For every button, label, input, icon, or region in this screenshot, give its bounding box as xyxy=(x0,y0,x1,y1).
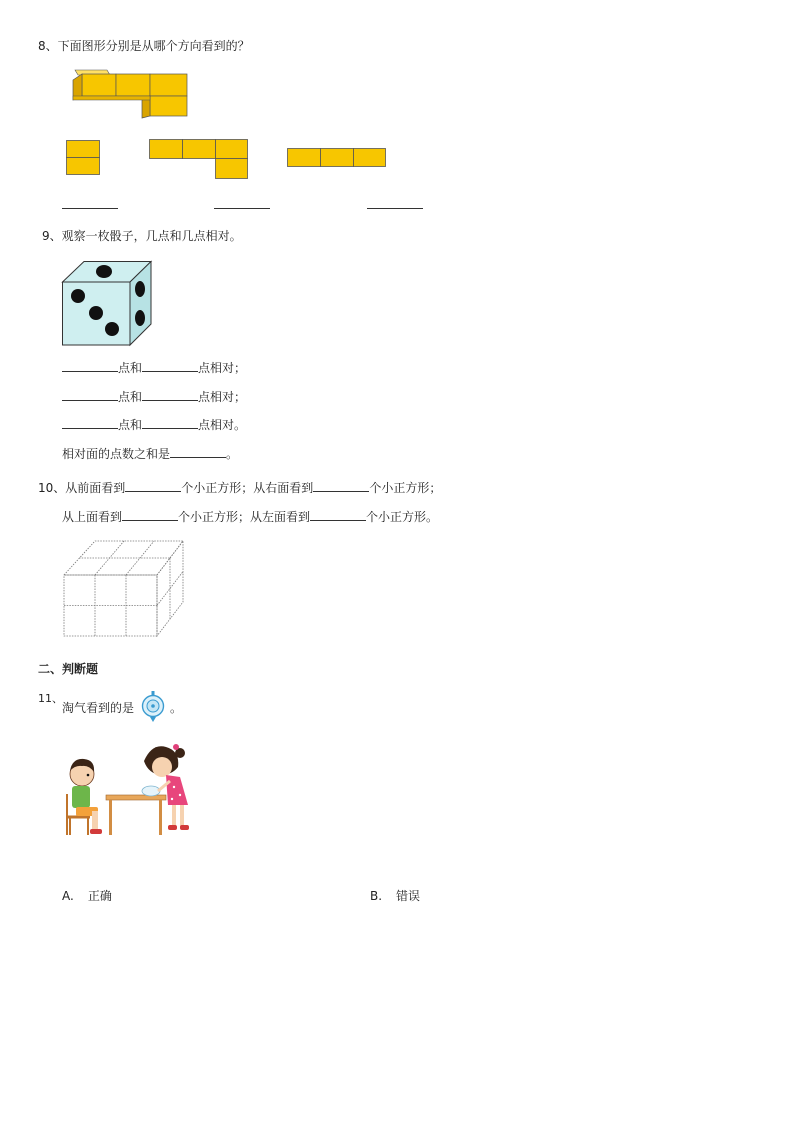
q8-answer-blank-2[interactable] xyxy=(214,196,270,213)
q10-line2-c: 个小正方形。 xyxy=(366,510,439,524)
q9-line-1-mid: 点和 xyxy=(118,361,143,375)
q9-blank-2a[interactable] xyxy=(62,388,118,401)
q8-heading xyxy=(38,38,250,54)
q9-prompt: 观察一枚骰子，几点和几点相对。 xyxy=(61,229,242,243)
q9-line-1 xyxy=(62,359,246,376)
q9-blank-2b[interactable] xyxy=(142,388,198,401)
q9-line-2 xyxy=(62,388,246,405)
q9-heading xyxy=(42,228,242,244)
option-b-text: 错误 xyxy=(396,889,421,903)
q9-sum-blank[interactable] xyxy=(170,445,226,458)
kettle-top-view-icon xyxy=(141,691,165,723)
q9-sum-suffix: 。 xyxy=(226,447,239,461)
q9-blank-1b[interactable] xyxy=(142,359,198,372)
option-a[interactable] xyxy=(62,888,112,904)
q9-line-2-end: 点相对； xyxy=(198,390,247,404)
q11-prompt xyxy=(62,700,134,716)
q10-line-1 xyxy=(38,479,441,496)
q8-answer-blank-1[interactable] xyxy=(62,196,118,213)
q9-line-3 xyxy=(62,416,246,433)
q10-line2-a: 从上面看到 xyxy=(62,510,123,524)
q9-line-1-end: 点相对； xyxy=(198,361,247,375)
q10-blank-top[interactable] xyxy=(122,508,178,521)
option-b[interactable] xyxy=(370,888,420,904)
q9-number: 9、 xyxy=(42,229,62,243)
q10-number: 10、 xyxy=(38,481,66,495)
q11-suffix: 。 xyxy=(170,701,183,715)
q8-prompt: 下面图形分别是从哪个方向看到的？ xyxy=(57,39,250,53)
q11-prefix: 淘气看到的是 xyxy=(62,701,135,715)
q8-view-3 xyxy=(287,148,387,168)
q8-view-2 xyxy=(149,139,249,181)
q10-line1-a: 从前面看到 xyxy=(65,481,126,495)
q9-blank-3a[interactable] xyxy=(62,416,118,429)
q9-line-3-end: 点相对。 xyxy=(198,418,247,432)
q11-number: 11、 xyxy=(38,692,63,705)
q11-illustration xyxy=(62,739,200,839)
q10-blank-left[interactable] xyxy=(310,508,366,521)
q8-number: 8、 xyxy=(38,39,58,53)
q9-sum-prefix: 相对面的点数之和是 xyxy=(62,447,171,461)
q10-line2-b: 个小正方形；从左面看到 xyxy=(178,510,311,524)
q9-blank-1a[interactable] xyxy=(62,359,118,372)
section-2-title: 二、判断题 xyxy=(38,662,99,676)
q9-line-2-mid: 点和 xyxy=(118,390,143,404)
q9-blank-3b[interactable] xyxy=(142,416,198,429)
option-b-letter: B. xyxy=(370,889,383,903)
q9-sum-line xyxy=(62,445,238,462)
q10-blank-front[interactable] xyxy=(125,479,181,492)
q10-line1-c: 个小正方形； xyxy=(369,481,442,495)
option-a-letter: A. xyxy=(62,889,74,903)
q10-line1-b: 个小正方形；从右面看到 xyxy=(181,481,314,495)
q8-answer-blank-3[interactable] xyxy=(367,196,423,213)
option-a-text: 正确 xyxy=(87,889,112,903)
q10-cube-wireframe xyxy=(62,539,186,639)
q8-3d-block-figure xyxy=(70,70,190,120)
table-illustration xyxy=(106,786,166,835)
q10-blank-right[interactable] xyxy=(313,479,369,492)
q8-view-1 xyxy=(66,140,102,176)
q9-die-figure xyxy=(62,261,154,347)
q10-line-2 xyxy=(62,508,438,525)
q9-line-3-mid: 点和 xyxy=(118,418,143,432)
boy-illustration xyxy=(70,759,102,834)
